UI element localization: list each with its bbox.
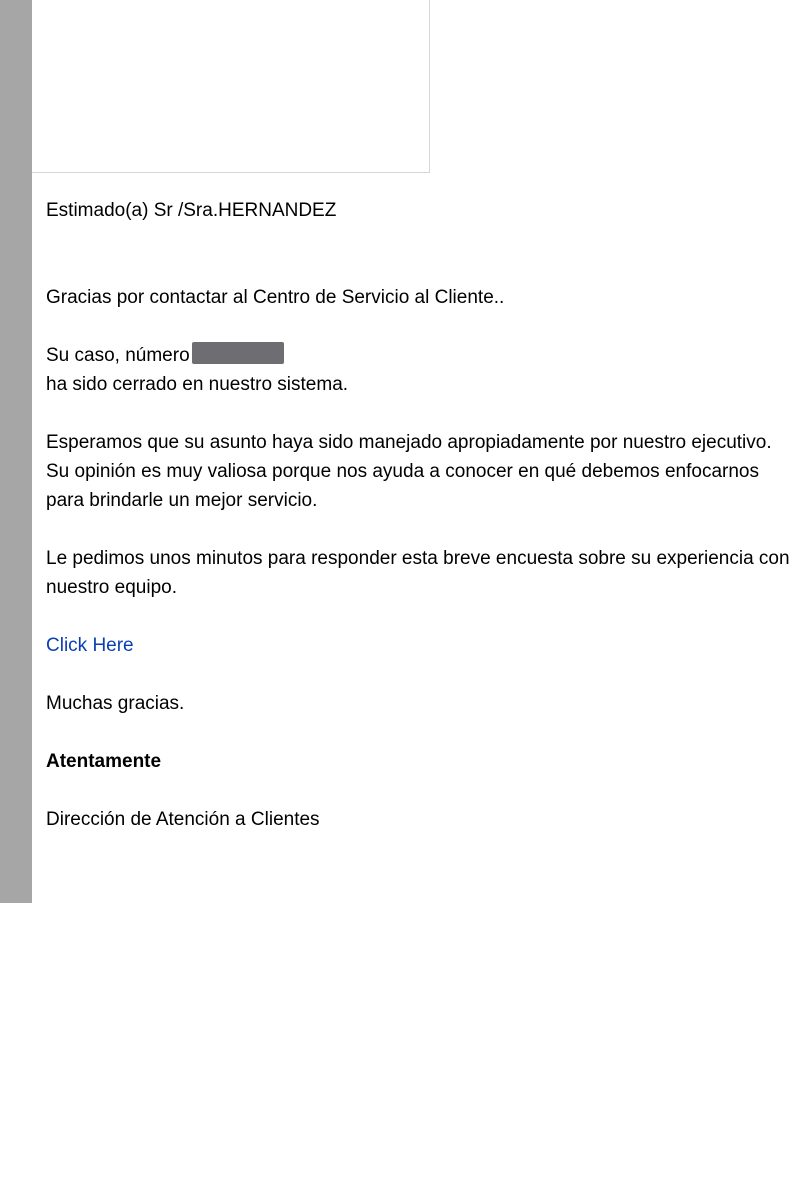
closing-thanks: Muchas gracias. — [46, 693, 185, 714]
case-number-label: Su caso, número — [46, 345, 190, 366]
thanks-line: Gracias por contactar al Centro de Servicio al Cliente.. — [46, 287, 505, 308]
greeting: Estimado(a) Sr /Sra.HERNANDEZ — [46, 200, 337, 221]
header-image-placeholder — [32, 0, 430, 173]
case-info — [46, 341, 798, 399]
feedback-paragraph: Esperamos que su asunto haya sido manejado apropiadamente por nuestro ejecutivo. Su opinión es muy valiosa porque nos ayuda a conocer en qué debemos enfocarnos para brindarle un mejor servicio. — [46, 432, 772, 511]
redacted-case-number — [192, 342, 284, 364]
survey-link-line — [46, 631, 798, 660]
email-body — [46, 196, 798, 834]
signature: Dirección de Atención a Clientes — [46, 809, 320, 830]
survey-paragraph: Le pedimos unos minutos para responder esta breve encuesta sobre su experiencia con nuestro equipo. — [46, 548, 790, 598]
case-status: ha sido cerrado en nuestro sistema. — [46, 374, 349, 395]
survey-link[interactable]: Click Here — [46, 635, 134, 656]
signoff: Atentamente — [46, 751, 162, 772]
left-gray-bar — [0, 0, 32, 903]
